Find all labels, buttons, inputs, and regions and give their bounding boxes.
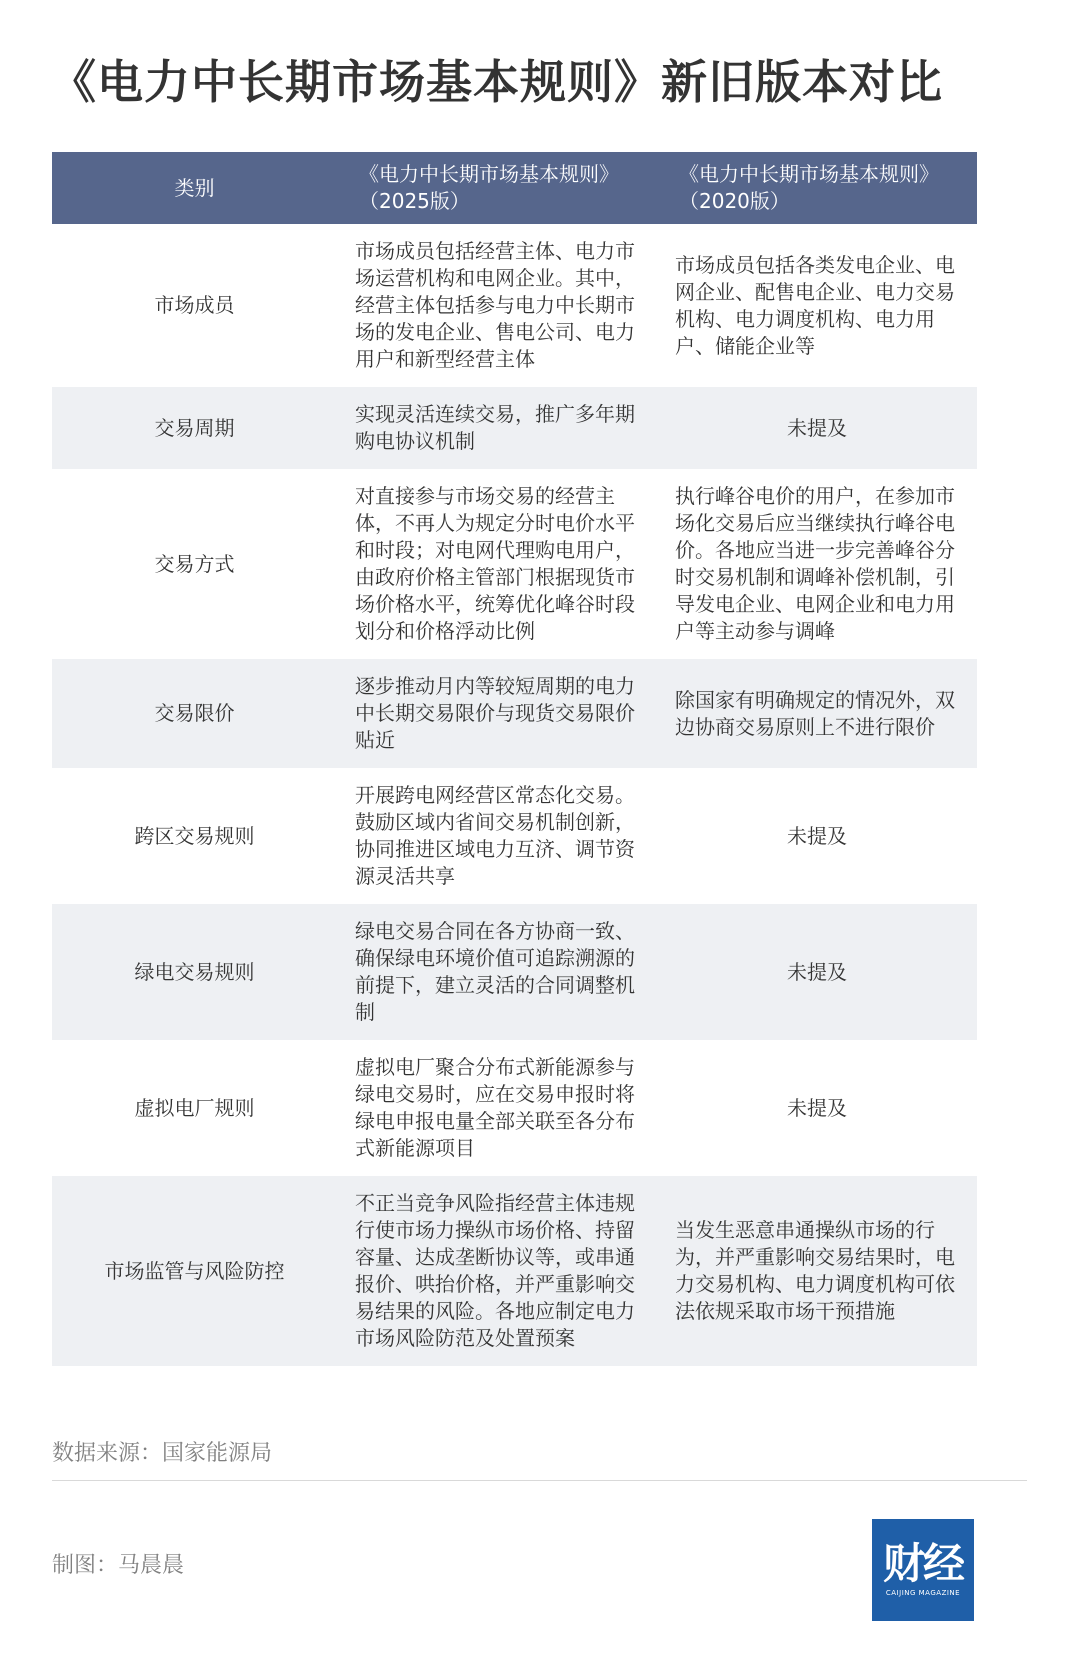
row-2025-text: 实现灵活连续交易，推广多年期购电协议机制 bbox=[337, 387, 657, 469]
row-category: 虚拟电厂规则 bbox=[52, 1040, 337, 1176]
row-category: 市场成员 bbox=[52, 224, 337, 387]
row-2020-text: 未提及 bbox=[657, 1040, 977, 1176]
caijing-logo bbox=[872, 1519, 974, 1621]
logo-main-text: 财经 bbox=[882, 1539, 963, 1588]
header-2020-line2: （2020版） bbox=[679, 189, 790, 213]
header-2020-line1: 《电力中长期市场基本规则》 bbox=[679, 162, 939, 186]
row-2020-text: 未提及 bbox=[657, 387, 977, 469]
row-category: 市场监管与风险防控 bbox=[52, 1176, 337, 1366]
header-2025-line1: 《电力中长期市场基本规则》 bbox=[359, 162, 619, 186]
row-category: 交易周期 bbox=[52, 387, 337, 469]
row-2020-text: 未提及 bbox=[657, 768, 977, 904]
row-2025-text: 绿电交易合同在各方协商一致、确保绿电环境价值可追踪溯源的前提下，建立灵活的合同调整机制 bbox=[337, 904, 657, 1040]
header-2025-line2: （2025版） bbox=[359, 189, 470, 213]
comparison-table bbox=[52, 152, 977, 1366]
row-2020-text: 执行峰谷电价的用户，在参加市场化交易后应当继续执行峰谷电价。各地应当进一步完善峰谷分时交易机制和调峰补偿机制，引导发电企业、电网企业和电力用户等主动参与调峰 bbox=[657, 469, 977, 659]
row-category: 跨区交易规则 bbox=[52, 768, 337, 904]
row-2025-text: 逐步推动月内等较短周期的电力中长期交易限价与现货交易限价贴近 bbox=[337, 659, 657, 768]
row-category: 交易方式 bbox=[52, 469, 337, 659]
table-row bbox=[52, 1040, 977, 1176]
row-2020-text: 市场成员包括各类发电企业、电网企业、配售电企业、电力交易机构、电力调度机构、电力用户、储能企业等 bbox=[657, 224, 977, 387]
row-2020-text: 当发生恶意串通操纵市场的行为，并严重影响交易结果时，电力交易机构、电力调度机构可依法依规采取市场干预措施 bbox=[657, 1176, 977, 1366]
row-2025-text: 开展跨电网经营区常态化交易。鼓励区域内省间交易机制创新，协同推进区域电力互济、调节资源灵活共享 bbox=[337, 768, 657, 904]
table-row bbox=[52, 224, 977, 387]
table-header-row bbox=[52, 152, 977, 224]
table-row bbox=[52, 387, 977, 469]
row-2020-text: 除国家有明确规定的情况外，双边协商交易原则上不进行限价 bbox=[657, 659, 977, 768]
row-category: 交易限价 bbox=[52, 659, 337, 768]
header-2020 bbox=[657, 152, 977, 224]
header-2025 bbox=[337, 152, 657, 224]
logo-sub-text: CAIJING MAGAZINE bbox=[885, 1589, 961, 1597]
table-row bbox=[52, 768, 977, 904]
row-category: 绿电交易规则 bbox=[52, 904, 337, 1040]
table-row bbox=[52, 1176, 977, 1366]
header-category: 类别 bbox=[52, 152, 337, 224]
table-row bbox=[52, 659, 977, 768]
row-2020-text: 未提及 bbox=[657, 904, 977, 1040]
chart-credit: 制图：马晨晨 bbox=[52, 1553, 185, 1578]
page-title: 《电力中长期市场基本规则》新旧版本对比 bbox=[50, 55, 943, 109]
divider bbox=[52, 1480, 1027, 1481]
row-2025-text: 对直接参与市场交易的经营主体，不再人为规定分时电价水平和时段；对电网代理购电用户，由政府价格主管部门根据现货市场价格水平，统筹优化峰谷时段划分和价格浮动比例 bbox=[337, 469, 657, 659]
row-2025-text: 市场成员包括经营主体、电力市场运营机构和电网企业。其中，经营主体包括参与电力中长期市场的发电企业、售电公司、电力用户和新型经营主体 bbox=[337, 224, 657, 387]
row-2025-text: 虚拟电厂聚合分布式新能源参与绿电交易时，应在交易申报时将绿电申报电量全部关联至各分布式新能源项目 bbox=[337, 1040, 657, 1176]
table-row bbox=[52, 469, 977, 659]
table-row bbox=[52, 904, 977, 1040]
row-2025-text: 不正当竞争风险指经营主体违规行使市场力操纵市场价格、持留容量、达成垄断协议等，或串通报价、哄抬价格，并严重影响交易结果的风险。各地应制定电力市场风险防范及处置预案 bbox=[337, 1176, 657, 1366]
data-source: 数据来源：国家能源局 bbox=[52, 1441, 273, 1466]
